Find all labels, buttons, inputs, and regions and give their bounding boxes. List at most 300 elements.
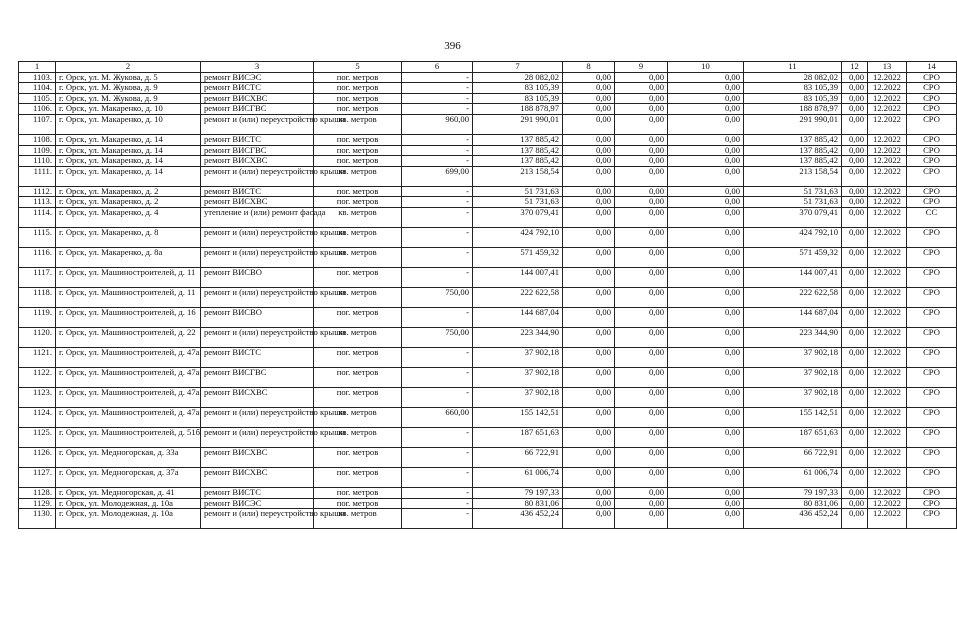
unit-cell: пог. метров — [314, 104, 402, 115]
completion-date-cell: 12.2022 — [868, 487, 907, 498]
address-cell: г. Орск, ул. Макаренко, д. 4 — [56, 207, 201, 227]
volume-cell: - — [402, 347, 473, 367]
column-header-5: 6 — [402, 62, 473, 73]
fund-10-cell: 0,00 — [668, 156, 744, 167]
table-row — [19, 104, 957, 115]
fund-10-cell: 0,00 — [668, 104, 744, 115]
unit-cell: пог. метров — [314, 467, 402, 487]
volume-cell: - — [402, 247, 473, 267]
method-cell: СРО — [907, 114, 957, 134]
fund-12-cell: 0,00 — [842, 83, 868, 94]
fund-9-cell: 0,00 — [615, 72, 668, 83]
owner-funds-cell: 370 079,41 — [744, 207, 842, 227]
address-cell: г. Орск, ул. Машиностроителей, д. 47а — [56, 407, 201, 427]
fund-9-cell: 0,00 — [615, 267, 668, 287]
completion-date-cell: 12.2022 — [868, 134, 907, 145]
work-type-cell: ремонт и (или) переустройство крыши — [201, 509, 314, 529]
fund-12-cell: 0,00 — [842, 186, 868, 197]
completion-date-cell: 12.2022 — [868, 267, 907, 287]
table-row — [19, 145, 957, 156]
fund-8-cell: 0,00 — [563, 407, 615, 427]
work-type-cell: ремонт ВИСХВС — [201, 197, 314, 208]
address-cell: г. Орск, ул. Макаренко, д. 14 — [56, 145, 201, 156]
fund-12-cell: 0,00 — [842, 367, 868, 387]
table-body — [19, 72, 957, 529]
fund-12-cell: 0,00 — [842, 93, 868, 104]
row-number-cell: 1113. — [19, 197, 56, 208]
row-number-cell: 1127. — [19, 467, 56, 487]
unit-cell: кв. метров — [314, 207, 402, 227]
fund-12-cell: 0,00 — [842, 197, 868, 208]
work-type-cell: ремонт ВИСХВС — [201, 467, 314, 487]
completion-date-cell: 12.2022 — [868, 347, 907, 367]
unit-cell: пог. метров — [314, 498, 402, 509]
owner-funds-cell: 28 082,02 — [744, 72, 842, 83]
table-row — [19, 186, 957, 197]
total-cost-cell: 144 687,04 — [473, 307, 563, 327]
table-row — [19, 367, 957, 387]
unit-cell: пог. метров — [314, 347, 402, 367]
unit-cell: пог. метров — [314, 447, 402, 467]
unit-cell: кв. метров — [314, 509, 402, 529]
row-number-cell: 1114. — [19, 207, 56, 227]
row-number-cell: 1110. — [19, 156, 56, 167]
row-number-cell: 1103. — [19, 72, 56, 83]
table-row — [19, 498, 957, 509]
table-row — [19, 487, 957, 498]
address-cell: г. Орск, ул. Молодежная, д. 10а — [56, 498, 201, 509]
fund-10-cell: 0,00 — [668, 83, 744, 94]
total-cost-cell: 424 792,10 — [473, 227, 563, 247]
owner-funds-cell: 37 902,18 — [744, 387, 842, 407]
method-cell: СРО — [907, 307, 957, 327]
fund-12-cell: 0,00 — [842, 134, 868, 145]
address-cell: г. Орск, ул. Молодежная, д. 10а — [56, 509, 201, 529]
method-cell: СРО — [907, 487, 957, 498]
row-number-cell: 1128. — [19, 487, 56, 498]
fund-8-cell: 0,00 — [563, 72, 615, 83]
owner-funds-cell: 424 792,10 — [744, 227, 842, 247]
total-cost-cell: 223 344,90 — [473, 327, 563, 347]
table-row — [19, 447, 957, 467]
table-row — [19, 467, 957, 487]
work-type-cell: ремонт ВИСВО — [201, 307, 314, 327]
fund-12-cell: 0,00 — [842, 156, 868, 167]
method-cell: СРО — [907, 267, 957, 287]
total-cost-cell: 144 007,41 — [473, 267, 563, 287]
completion-date-cell: 12.2022 — [868, 367, 907, 387]
owner-funds-cell: 61 006,74 — [744, 467, 842, 487]
total-cost-cell: 37 902,18 — [473, 367, 563, 387]
row-number-cell: 1115. — [19, 227, 56, 247]
volume-cell: - — [402, 197, 473, 208]
capital-repair-table — [18, 61, 957, 529]
fund-12-cell: 0,00 — [842, 509, 868, 529]
total-cost-cell: 222 622,58 — [473, 287, 563, 307]
completion-date-cell: 12.2022 — [868, 287, 907, 307]
unit-cell: пог. метров — [314, 145, 402, 156]
fund-9-cell: 0,00 — [615, 207, 668, 227]
table-row — [19, 327, 957, 347]
owner-funds-cell: 291 990,01 — [744, 114, 842, 134]
fund-8-cell: 0,00 — [563, 166, 615, 186]
volume-cell: - — [402, 387, 473, 407]
row-number-cell: 1112. — [19, 186, 56, 197]
owner-funds-cell: 137 885,42 — [744, 134, 842, 145]
work-type-cell: ремонт ВИСХВС — [201, 93, 314, 104]
address-cell: г. Орск, ул. Макаренко, д. 2 — [56, 186, 201, 197]
owner-funds-cell: 144 007,41 — [744, 267, 842, 287]
fund-12-cell: 0,00 — [842, 267, 868, 287]
column-number-row — [19, 62, 957, 73]
row-number-cell: 1104. — [19, 83, 56, 94]
method-cell: СРО — [907, 367, 957, 387]
fund-8-cell: 0,00 — [563, 83, 615, 94]
fund-12-cell: 0,00 — [842, 207, 868, 227]
fund-12-cell: 0,00 — [842, 114, 868, 134]
fund-10-cell: 0,00 — [668, 407, 744, 427]
fund-8-cell: 0,00 — [563, 427, 615, 447]
completion-date-cell: 12.2022 — [868, 166, 907, 186]
owner-funds-cell: 37 902,18 — [744, 347, 842, 367]
column-header-1: 1 — [19, 62, 56, 73]
method-cell: СРО — [907, 347, 957, 367]
table-row — [19, 134, 957, 145]
table-row — [19, 247, 957, 267]
completion-date-cell: 12.2022 — [868, 498, 907, 509]
column-header-6: 7 — [473, 62, 563, 73]
method-cell: СРО — [907, 447, 957, 467]
fund-12-cell: 0,00 — [842, 387, 868, 407]
owner-funds-cell: 80 831,06 — [744, 498, 842, 509]
address-cell: г. Орск, ул. М. Жукова, д. 9 — [56, 93, 201, 104]
fund-9-cell: 0,00 — [615, 197, 668, 208]
fund-8-cell: 0,00 — [563, 114, 615, 134]
column-header-2: 2 — [56, 62, 201, 73]
owner-funds-cell: 79 197,33 — [744, 487, 842, 498]
fund-9-cell: 0,00 — [615, 186, 668, 197]
completion-date-cell: 12.2022 — [868, 93, 907, 104]
unit-cell: пог. метров — [314, 307, 402, 327]
table-row — [19, 387, 957, 407]
row-number-cell: 1108. — [19, 134, 56, 145]
completion-date-cell: 12.2022 — [868, 467, 907, 487]
fund-9-cell: 0,00 — [615, 83, 668, 94]
fund-9-cell: 0,00 — [615, 156, 668, 167]
total-cost-cell: 80 831,06 — [473, 498, 563, 509]
unit-cell: пог. метров — [314, 267, 402, 287]
table-row — [19, 166, 957, 186]
row-number-cell: 1120. — [19, 327, 56, 347]
row-number-cell: 1117. — [19, 267, 56, 287]
method-cell: СРО — [907, 247, 957, 267]
fund-12-cell: 0,00 — [842, 327, 868, 347]
method-cell: СРО — [907, 427, 957, 447]
owner-funds-cell: 188 878,97 — [744, 104, 842, 115]
owner-funds-cell: 51 731,63 — [744, 197, 842, 208]
work-type-cell: ремонт и (или) переустройство крыши — [201, 407, 314, 427]
unit-cell: кв. метров — [314, 247, 402, 267]
address-cell: г. Орск, ул. Машиностроителей, д. 16 — [56, 307, 201, 327]
table-row — [19, 267, 957, 287]
total-cost-cell: 571 459,32 — [473, 247, 563, 267]
work-type-cell: ремонт и (или) переустройство крыши — [201, 327, 314, 347]
unit-cell: пог. метров — [314, 197, 402, 208]
volume-cell: - — [402, 227, 473, 247]
page-number: 396 — [444, 40, 461, 52]
table-row — [19, 509, 957, 529]
unit-cell: пог. метров — [314, 487, 402, 498]
address-cell: г. Орск, ул. Машиностроителей, д. 51б — [56, 427, 201, 447]
work-type-cell: ремонт ВИСХВС — [201, 387, 314, 407]
completion-date-cell: 12.2022 — [868, 427, 907, 447]
completion-date-cell: 12.2022 — [868, 186, 907, 197]
fund-12-cell: 0,00 — [842, 498, 868, 509]
work-type-cell: ремонт ВИСЭС — [201, 498, 314, 509]
total-cost-cell: 137 885,42 — [473, 156, 563, 167]
address-cell: г. Орск, ул. Макаренко, д. 8а — [56, 247, 201, 267]
row-number-cell: 1116. — [19, 247, 56, 267]
fund-8-cell: 0,00 — [563, 367, 615, 387]
owner-funds-cell: 187 651,63 — [744, 427, 842, 447]
total-cost-cell: 79 197,33 — [473, 487, 563, 498]
column-header-9: 10 — [668, 62, 744, 73]
method-cell: СРО — [907, 186, 957, 197]
table-row — [19, 197, 957, 208]
column-header-10: 11 — [744, 62, 842, 73]
volume-cell: - — [402, 267, 473, 287]
method-cell: СРО — [907, 197, 957, 208]
column-header-4: 5 — [314, 62, 402, 73]
fund-9-cell: 0,00 — [615, 93, 668, 104]
unit-cell: кв. метров — [314, 166, 402, 186]
fund-8-cell: 0,00 — [563, 327, 615, 347]
table-row — [19, 307, 957, 327]
fund-8-cell: 0,00 — [563, 134, 615, 145]
column-header-8: 9 — [615, 62, 668, 73]
fund-8-cell: 0,00 — [563, 247, 615, 267]
work-type-cell: ремонт ВИСЭС — [201, 72, 314, 83]
address-cell: г. Орск, ул. Машиностроителей, д. 11 — [56, 267, 201, 287]
table-row — [19, 114, 957, 134]
owner-funds-cell: 37 902,18 — [744, 367, 842, 387]
volume-cell: - — [402, 156, 473, 167]
total-cost-cell: 213 158,54 — [473, 166, 563, 186]
completion-date-cell: 12.2022 — [868, 509, 907, 529]
work-type-cell: ремонт и (или) переустройство крыши — [201, 227, 314, 247]
unit-cell: кв. метров — [314, 287, 402, 307]
total-cost-cell: 137 885,42 — [473, 134, 563, 145]
fund-10-cell: 0,00 — [668, 307, 744, 327]
fund-10-cell: 0,00 — [668, 427, 744, 447]
completion-date-cell: 12.2022 — [868, 83, 907, 94]
fund-10-cell: 0,00 — [668, 145, 744, 156]
work-type-cell: ремонт ВИСТС — [201, 347, 314, 367]
work-type-cell: ремонт ВИСХВС — [201, 447, 314, 467]
unit-cell: пог. метров — [314, 83, 402, 94]
row-number-cell: 1119. — [19, 307, 56, 327]
fund-9-cell: 0,00 — [615, 467, 668, 487]
address-cell: г. Орск, ул. Машиностроителей, д. 22 — [56, 327, 201, 347]
fund-10-cell: 0,00 — [668, 247, 744, 267]
row-number-cell: 1107. — [19, 114, 56, 134]
volume-cell: - — [402, 93, 473, 104]
completion-date-cell: 12.2022 — [868, 207, 907, 227]
address-cell: г. Орск, ул. Медногорская, д. 37а — [56, 467, 201, 487]
work-type-cell: ремонт и (или) переустройство крыши — [201, 114, 314, 134]
completion-date-cell: 12.2022 — [868, 327, 907, 347]
address-cell: г. Орск, ул. Медногорская, д. 41 — [56, 487, 201, 498]
fund-10-cell: 0,00 — [668, 134, 744, 145]
owner-funds-cell: 83 105,39 — [744, 83, 842, 94]
unit-cell: кв. метров — [314, 407, 402, 427]
completion-date-cell: 12.2022 — [868, 227, 907, 247]
fund-12-cell: 0,00 — [842, 104, 868, 115]
fund-8-cell: 0,00 — [563, 93, 615, 104]
fund-12-cell: 0,00 — [842, 145, 868, 156]
table-row — [19, 207, 957, 227]
address-cell: г. Орск, ул. Макаренко, д. 14 — [56, 166, 201, 186]
volume-cell: - — [402, 498, 473, 509]
volume-cell: - — [402, 145, 473, 156]
unit-cell: пог. метров — [314, 134, 402, 145]
fund-12-cell: 0,00 — [842, 347, 868, 367]
fund-10-cell: 0,00 — [668, 467, 744, 487]
fund-12-cell: 0,00 — [842, 287, 868, 307]
fund-8-cell: 0,00 — [563, 498, 615, 509]
total-cost-cell: 188 878,97 — [473, 104, 563, 115]
volume-cell: - — [402, 104, 473, 115]
method-cell: СРО — [907, 509, 957, 529]
address-cell: г. Орск, ул. Машиностроителей, д. 47а — [56, 347, 201, 367]
work-type-cell: ремонт ВИСТС — [201, 83, 314, 94]
owner-funds-cell: 66 722,91 — [744, 447, 842, 467]
fund-12-cell: 0,00 — [842, 427, 868, 447]
total-cost-cell: 291 990,01 — [473, 114, 563, 134]
work-type-cell: ремонт и (или) переустройство крыши — [201, 287, 314, 307]
fund-9-cell: 0,00 — [615, 104, 668, 115]
row-number-cell: 1109. — [19, 145, 56, 156]
total-cost-cell: 83 105,39 — [473, 93, 563, 104]
fund-10-cell: 0,00 — [668, 186, 744, 197]
owner-funds-cell: 83 105,39 — [744, 93, 842, 104]
fund-10-cell: 0,00 — [668, 287, 744, 307]
fund-8-cell: 0,00 — [563, 227, 615, 247]
row-number-cell: 1124. — [19, 407, 56, 427]
method-cell: СРО — [907, 287, 957, 307]
column-header-11: 12 — [842, 62, 868, 73]
completion-date-cell: 12.2022 — [868, 387, 907, 407]
table-row — [19, 347, 957, 367]
fund-9-cell: 0,00 — [615, 427, 668, 447]
fund-8-cell: 0,00 — [563, 447, 615, 467]
fund-9-cell: 0,00 — [615, 498, 668, 509]
fund-10-cell: 0,00 — [668, 72, 744, 83]
total-cost-cell: 61 006,74 — [473, 467, 563, 487]
method-cell: СРО — [907, 156, 957, 167]
address-cell: г. Орск, ул. Макаренко, д. 14 — [56, 134, 201, 145]
address-cell: г. Орск, ул. Медногорская, д. 33а — [56, 447, 201, 467]
table-row — [19, 407, 957, 427]
work-type-cell: ремонт ВИСХВС — [201, 156, 314, 167]
fund-10-cell: 0,00 — [668, 207, 744, 227]
fund-10-cell: 0,00 — [668, 367, 744, 387]
fund-12-cell: 0,00 — [842, 447, 868, 467]
method-cell: СРО — [907, 407, 957, 427]
fund-9-cell: 0,00 — [615, 327, 668, 347]
volume-cell: - — [402, 72, 473, 83]
address-cell: г. Орск, ул. Макаренко, д. 14 — [56, 156, 201, 167]
fund-12-cell: 0,00 — [842, 72, 868, 83]
work-type-cell: ремонт ВИСТС — [201, 186, 314, 197]
fund-9-cell: 0,00 — [615, 114, 668, 134]
fund-10-cell: 0,00 — [668, 114, 744, 134]
row-number-cell: 1125. — [19, 427, 56, 447]
unit-cell: пог. метров — [314, 72, 402, 83]
owner-funds-cell: 436 452,24 — [744, 509, 842, 529]
fund-10-cell: 0,00 — [668, 498, 744, 509]
owner-funds-cell: 144 687,04 — [744, 307, 842, 327]
fund-9-cell: 0,00 — [615, 227, 668, 247]
work-type-cell: ремонт и (или) переустройство крыши — [201, 427, 314, 447]
total-cost-cell: 51 731,63 — [473, 197, 563, 208]
address-cell: г. Орск, ул. Макаренко, д. 2 — [56, 197, 201, 208]
address-cell: г. Орск, ул. Машиностроителей, д. 47а — [56, 367, 201, 387]
fund-9-cell: 0,00 — [615, 247, 668, 267]
fund-9-cell: 0,00 — [615, 447, 668, 467]
total-cost-cell: 155 142,51 — [473, 407, 563, 427]
method-cell: СРО — [907, 467, 957, 487]
address-cell: г. Орск, ул. Машиностроителей, д. 47а — [56, 387, 201, 407]
volume-cell: - — [402, 427, 473, 447]
table-row — [19, 427, 957, 447]
row-number-cell: 1130. — [19, 509, 56, 529]
table-row — [19, 156, 957, 167]
fund-8-cell: 0,00 — [563, 186, 615, 197]
fund-12-cell: 0,00 — [842, 487, 868, 498]
work-type-cell: ремонт ВИСГВС — [201, 367, 314, 387]
address-cell: г. Орск, ул. М. Жукова, д. 5 — [56, 72, 201, 83]
fund-10-cell: 0,00 — [668, 93, 744, 104]
volume-cell: 750,00 — [402, 287, 473, 307]
volume-cell: 660,00 — [402, 407, 473, 427]
method-cell: СРО — [907, 327, 957, 347]
volume-cell: 699,00 — [402, 166, 473, 186]
fund-9-cell: 0,00 — [615, 367, 668, 387]
method-cell: СРО — [907, 83, 957, 94]
method-cell: СРО — [907, 498, 957, 509]
total-cost-cell: 137 885,42 — [473, 145, 563, 156]
unit-cell: кв. метров — [314, 327, 402, 347]
fund-10-cell: 0,00 — [668, 197, 744, 208]
method-cell: СРО — [907, 387, 957, 407]
completion-date-cell: 12.2022 — [868, 197, 907, 208]
work-type-cell: ремонт ВИСВО — [201, 267, 314, 287]
method-cell: СРО — [907, 166, 957, 186]
fund-8-cell: 0,00 — [563, 467, 615, 487]
table-row — [19, 72, 957, 83]
fund-8-cell: 0,00 — [563, 267, 615, 287]
work-type-cell: ремонт и (или) переустройство крыши — [201, 166, 314, 186]
owner-funds-cell: 137 885,42 — [744, 145, 842, 156]
method-cell: СРО — [907, 134, 957, 145]
fund-8-cell: 0,00 — [563, 347, 615, 367]
total-cost-cell: 37 902,18 — [473, 387, 563, 407]
volume-cell: - — [402, 447, 473, 467]
table-row — [19, 227, 957, 247]
row-number-cell: 1129. — [19, 498, 56, 509]
unit-cell: пог. метров — [314, 367, 402, 387]
